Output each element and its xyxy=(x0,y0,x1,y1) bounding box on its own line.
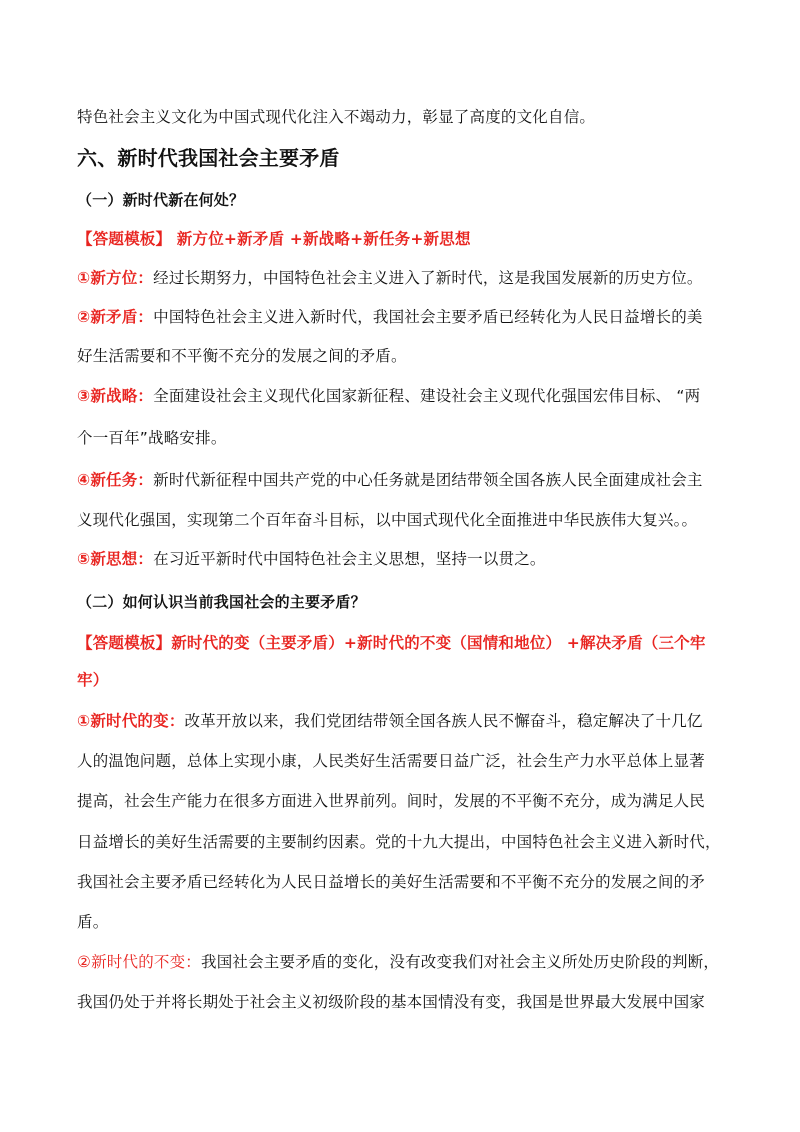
item-text: 改革开放以来，我们党团结带领全国各族人民不懈奋斗，稳定解决了十几亿 xyxy=(184,712,703,730)
item-label: ⑤新思想： xyxy=(77,550,154,568)
item-text-continued: 提高，社会生产能力在很多方面进入世界前列。间时，发展的不平衡不充分，成为满足人民 xyxy=(77,792,706,810)
item-change xyxy=(77,711,752,731)
item-text: 中国特色社会主义进入新时代，我国社会主要矛盾已经转化为人民日益增长的美 xyxy=(153,308,703,326)
paragraph-continuation: 特色社会主义文化为中国式现代化注入不竭动力，彰显了高度的文化自信。 xyxy=(77,108,596,126)
item-label: ②新时代的不变： xyxy=(77,953,201,971)
item-label: ③新战略： xyxy=(77,387,154,405)
item-label: ①新方位： xyxy=(77,269,154,287)
item-text-continued: 盾。 xyxy=(77,913,109,931)
item-label: ④新任务： xyxy=(77,471,154,489)
item-text-continued: 我国社会主要矛盾已经转化为人民日益增长的美好生活需要和不平衡不充分的发展之间的矛 xyxy=(77,873,706,891)
answer-template-2: 【答题模板】新时代的变（主要矛盾）+新时代的不变（国情和地位） +解决矛盾（三个牢 xyxy=(77,634,706,652)
question-2-title: （二）如何认识当前我国社会的主要矛盾？ xyxy=(77,593,366,611)
item-text: 新时代新征程中国共产党的中心任务就是团结带领全国各族人民全面建成社会主 xyxy=(153,471,703,489)
item-label: ②新矛盾： xyxy=(77,308,154,326)
answer-template-1: 【答题模板】 新方位+新矛盾 +新战略+新任务+新思想 xyxy=(77,230,471,248)
item-no-change xyxy=(77,952,752,972)
item-text-continued: 义现代化强国，实现第二个百年奋斗目标，以中国式现代化全面推进中华民族伟大复兴。。 xyxy=(77,511,698,529)
item-new-contradiction xyxy=(77,307,752,327)
answer-template-2-continued: 牢） xyxy=(77,671,109,689)
item-text-continued: 好生活需要和不平衡不充分的发展之间的矛盾。 xyxy=(77,347,407,365)
item-text-continued: 我国仍处于并将长期处于社会主义初级阶段的基本国情没有变，我国是世界最大发展中国家 xyxy=(77,993,706,1011)
question-1-title: （一）新时代新在何处？ xyxy=(77,191,245,209)
item-text: 我国社会主要矛盾的变化，没有改变我们对社会主义所处历史阶段的判断， xyxy=(201,953,720,971)
item-new-position xyxy=(77,268,752,288)
item-text: 在习近平新时代中国特色社会主义思想，坚持一以贯之。 xyxy=(153,550,546,568)
item-label: ①新时代的变： xyxy=(77,712,185,730)
item-text-continued: 日益增长的美好生活需要的主要制约因素。党的十九大提出，中国特色社会主义进入新时代， xyxy=(77,833,721,851)
item-text-continued: 人的温饱问题，总体上实现小康，人民类好生活需要日益广泛，社会生产力水平总体上显著 xyxy=(77,752,706,770)
item-new-strategy xyxy=(77,386,752,406)
item-text: 经过长期努力，中国特色社会主义进入了新时代，这是我国发展新的历史方位。 xyxy=(153,269,703,287)
section-title: 六、新时代我国社会主要矛盾 xyxy=(77,146,340,170)
item-text: 全面建设社会主义现代化国家新征程、建设社会主义现代化强国宏伟目标、 “两 xyxy=(153,387,701,405)
item-new-task xyxy=(77,470,752,490)
item-new-thought xyxy=(77,549,752,569)
item-text-continued: 个一百年”战略安排。 xyxy=(77,429,227,447)
